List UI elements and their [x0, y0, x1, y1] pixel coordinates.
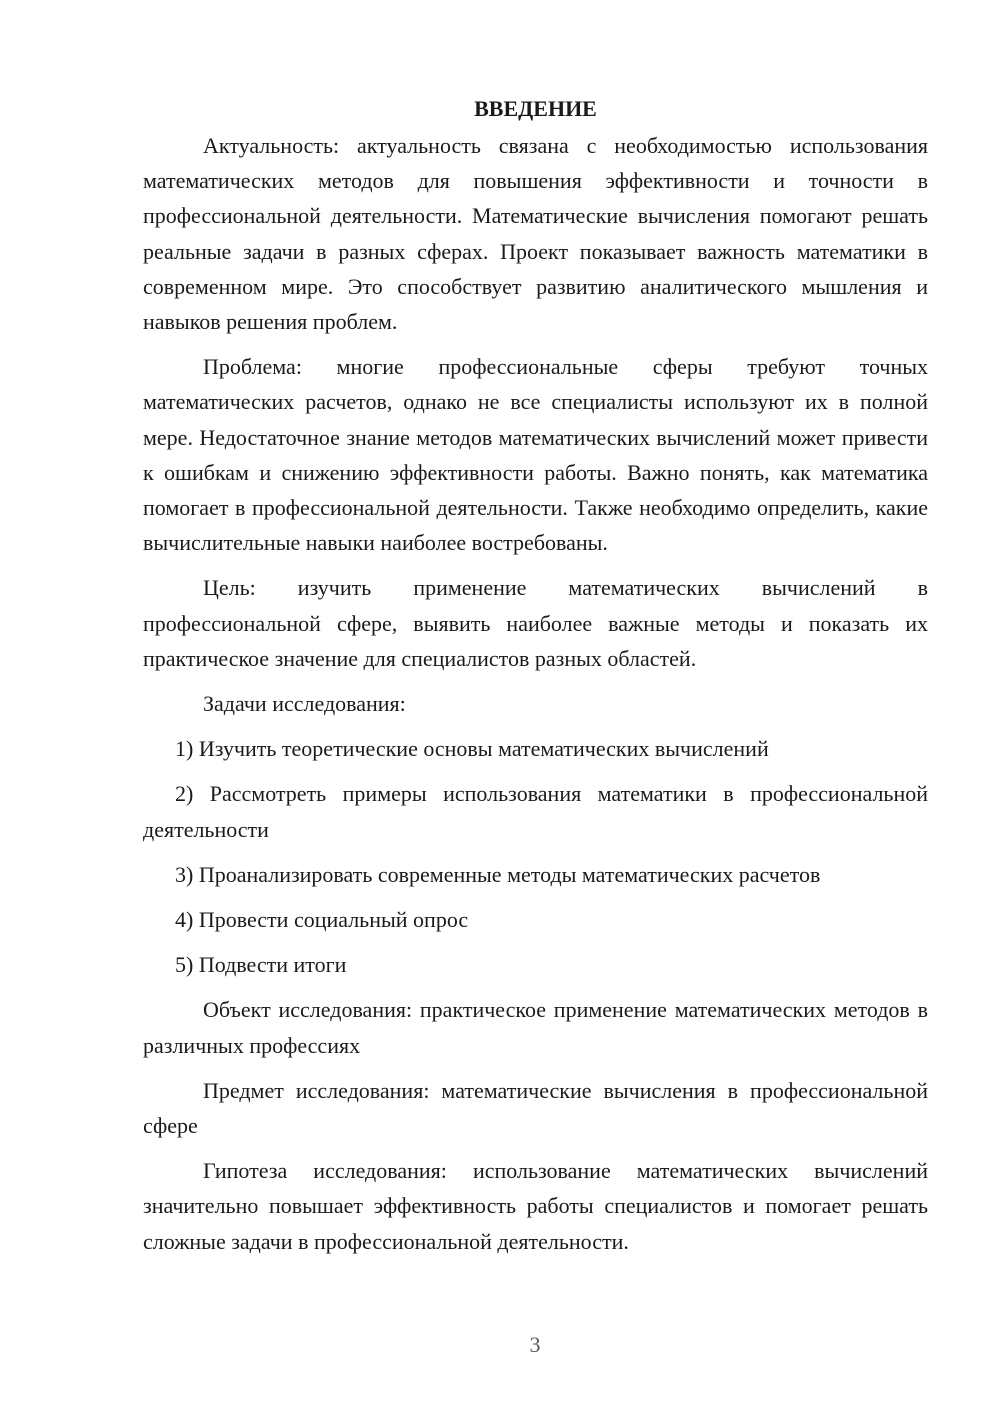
problem-paragraph: Проблема: многие профессиональные сферы требуют точных математических расчетов, однако не все специалисты используют их в полной мере. Недостаточное знание методов математических вычислений может привести к ошибкам и снижению эффективности работы. Важно понять, как математика помогает в профессиональной деятельности. Также необходимо определить, какие вычислительные навыки наиболее востребованы. [143, 354, 928, 556]
page-number: 3 [529, 1332, 541, 1357]
task-item: 4) Провести социальный опрос [175, 907, 469, 933]
task-item: 5) Подвести итоги [175, 952, 347, 978]
object-paragraph: Объект исследования: практическое применение математических методов в различных профессиях [143, 997, 928, 1058]
task-item: 1) Изучить теоретические основы математических вычислений [175, 736, 769, 762]
task-item: 2) Рассмотреть примеры использования математики в профессиональной деятельности [143, 781, 928, 842]
page-title: ВВЕДЕНИЕ [474, 96, 597, 121]
goal-paragraph: Цель: изучить применение математических вычислений в профессиональной сфере, выявить наиболее важные методы и показать их практическое значение для специалистов разных областей. [143, 575, 928, 671]
task-item: 3) Проанализировать современные методы математических расчетов [175, 861, 821, 887]
tasks-heading: Задачи исследования: [203, 691, 406, 717]
relevance-paragraph: Актуальность: актуальность связана с необходимостью использования математических методов для повышения эффективности и точности в профессиональной деятельности. Математические вычисления помогают решать реальные задачи в разных сферах. Проект показывает важность математики в современном мире. Это способствует развитию аналитического мышления и навыков решения проблем. [143, 133, 928, 335]
document-page [143, 92, 928, 1259]
hypothesis-paragraph: Гипотеза исследования: использование математических вычислений значительно повышает эффективность работы специалистов и помогает решать сложные задачи в профессиональной деятельности. [143, 1158, 928, 1254]
subject-paragraph: Предмет исследования: математические вычисления в профессиональной сфере [143, 1077, 928, 1139]
